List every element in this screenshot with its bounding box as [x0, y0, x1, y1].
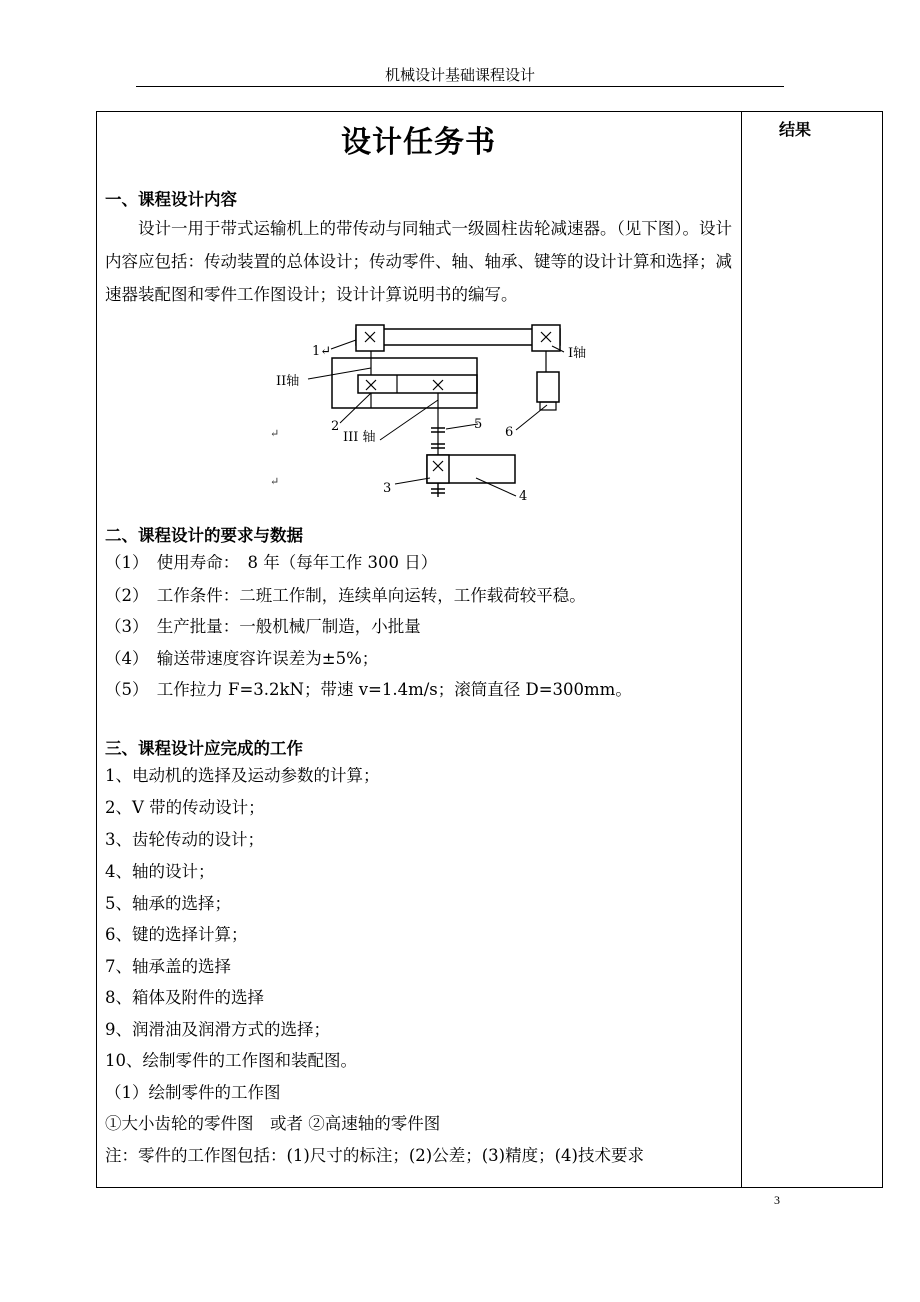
task-item: 4、轴的设计； [105, 862, 215, 881]
column-divider [741, 111, 742, 1188]
label-shaft-II: II轴 [276, 374, 300, 389]
task-note: 注：零件的工作图包括：(1)尺寸的标注；(2)公差；(3)精度；(4)技术要求 [105, 1146, 644, 1165]
requirement-item: （2） 工作条件：二班工作制，连续单向运转，工作载荷较平稳。 [105, 586, 586, 605]
label-5: 5 [474, 417, 483, 432]
task-item: 7、轴承盖的选择 [105, 957, 231, 976]
task-item: 1、电动机的选择及运动参数的计算； [105, 766, 380, 785]
label-shaft-III: III 轴 [343, 430, 376, 445]
requirement-item: （4） 输送带速度容许误差为±5%； [105, 649, 379, 668]
section1-paragraph: 设计一用于带式运输机上的带传动与同轴式一级圆柱齿轮减速器。（见下图）。设计内容应包括：传动装置的总体设计；传动零件、轴、轴承、键等的设计计算和选择；减速器装配图和零件工作图设计；设计计算说明书的编写。 [105, 219, 732, 304]
section3-heading: 三、课程设计应完成的工作 [105, 739, 303, 758]
result-column-label: 结果 [779, 120, 812, 139]
task-item: 2、V 带的传动设计； [105, 798, 265, 817]
header-rule [136, 86, 784, 87]
task-item: 6、键的选择计算； [105, 925, 248, 944]
task-item: 3、齿轮传动的设计； [105, 830, 264, 849]
label-shaft-I: I轴 [568, 346, 587, 361]
section1-heading: 一、课程设计内容 [105, 190, 237, 209]
requirement-item: （5） 工作拉力 F=3.2kN；带速 v=1.4m/s；滚筒直径 D=300mm。 [105, 680, 632, 699]
task-item: 10、绘制零件的工作图和装配图。 [105, 1051, 357, 1070]
section2-heading: 二、课程设计的要求与数据 [105, 526, 303, 545]
requirement-item: （3） 生产批量：一般机械厂制造，小批量 [105, 617, 421, 636]
task-item: 8、箱体及附件的选择 [105, 988, 264, 1007]
task-item: （1）绘制零件的工作图 [105, 1083, 281, 1102]
label-4: 4 [519, 489, 528, 504]
stray-mark-b: ↵ [270, 475, 280, 488]
stray-mark-a: ↵ [270, 427, 280, 440]
label-3: 3 [383, 481, 392, 496]
document-title: 设计任务书 [341, 125, 496, 160]
task-item: 5、轴承的选择； [105, 894, 231, 913]
page-number: 3 [774, 1193, 780, 1207]
label-1: 1↵ [312, 344, 332, 359]
page-header: 机械设计基础课程设计 [384, 66, 535, 84]
label-2: 2 [331, 419, 340, 434]
task-item: 9、润滑油及润滑方式的选择； [105, 1020, 330, 1039]
requirement-item: （1） 使用寿命： 8 年（每年工作 300 日） [105, 553, 438, 572]
task-item: ①大小齿轮的零件图 或者 ②高速轴的零件图 [105, 1114, 441, 1133]
label-6: 6 [505, 425, 514, 440]
